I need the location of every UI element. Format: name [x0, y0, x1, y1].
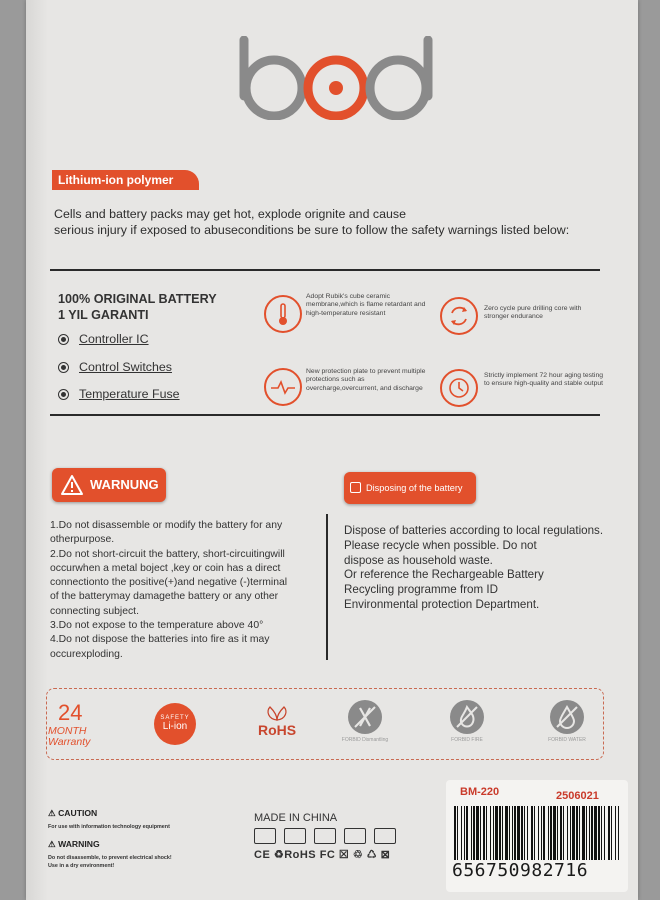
caution-block — [48, 808, 172, 870]
feature-block-text: Strictly implement 72 hour aging testing to ensure high-quality and stable output — [484, 372, 604, 388]
middle-divider — [50, 414, 600, 416]
warranty-word: Warranty — [48, 736, 91, 748]
warning-triangle-icon: ⚠ — [48, 839, 59, 849]
radio-bullet-icon — [58, 334, 69, 345]
lot-number: 2506021 — [556, 790, 599, 802]
rohs-mark: RoHS — [258, 722, 297, 738]
warranty-caption — [48, 726, 90, 748]
no-water-icon — [314, 828, 336, 844]
warranty-unit: MONTH — [48, 725, 87, 737]
warning-triangle-icon: ⚠ — [48, 808, 59, 818]
warning-title — [48, 839, 172, 850]
intro-line-1: Cells and battery packs may get hot, explode orignite and cause — [54, 207, 406, 221]
original-battery-heading — [58, 291, 217, 323]
disposal-line: Or reference the Rechargeable Battery — [344, 568, 544, 582]
cycle-icon — [440, 297, 478, 335]
guarantee-subtitle: 1 YIL GARANTI — [58, 308, 149, 322]
top-divider — [50, 269, 600, 271]
disposal-line: Recycling programme from ID — [344, 583, 498, 597]
feature-block-text: New protection plate to prevent multiple protections such as overcharge,overcurrent, and discharge — [306, 368, 426, 392]
disposal-line: dispose as household waste. — [344, 553, 493, 567]
model-number: BM-220 — [460, 786, 500, 798]
disposal-line: Please recycle when possible. Do not — [344, 538, 537, 552]
certification-marks: CE ♻RoHS FC ☒ ♲ ♺ ⊠ — [254, 849, 391, 861]
warning-line: 1.Do not disassemble or modify the battery for any — [50, 520, 283, 531]
feature-item — [58, 360, 172, 374]
warning-line: connectionto the positive(+)and negative (-)terminal — [50, 577, 288, 589]
warning-line: connecting subject. — [50, 605, 139, 617]
warning-text-1: Do not disassemble, to prevent electrical shock! — [48, 855, 172, 861]
warning-list — [50, 519, 312, 662]
warning-line: 3.Do not expose to the temperature above 40° — [50, 620, 264, 632]
safety-li-ion-badge — [154, 703, 196, 745]
warning-badge — [52, 468, 166, 502]
battery-box-panel — [26, 0, 638, 900]
safety-bottom-text: Li-ion — [162, 721, 188, 732]
caution-title — [48, 808, 172, 819]
battery-symbol-icon — [254, 828, 276, 844]
warning-triangle-icon — [60, 474, 84, 496]
pulse-shield-icon — [264, 368, 302, 406]
feature-block-text: Adopt Rubik's cube ceramic membrane,which is flame retardant and high-temperature resistant — [306, 293, 426, 317]
caution-label: CAUTION — [58, 808, 98, 818]
warning-line: occurwhen a metal boject ,key or coin has a direct — [50, 562, 281, 574]
forbid-dismantling-icon — [348, 700, 382, 734]
caution-text: For use with information technology equipment — [48, 824, 170, 830]
warranty-number: 24 — [58, 700, 83, 725]
bod-logo-icon — [236, 36, 436, 120]
intro-line-2: serious injury if exposed to abuseconditions be sure to follow the safety warnings listed below: — [54, 223, 570, 237]
forbid-water-icon — [550, 700, 584, 734]
radio-bullet-icon — [58, 362, 69, 373]
original-battery-title: 100% ORIGINAL BATTERY — [58, 292, 217, 306]
warning-line: otherpurpose. — [50, 534, 115, 546]
warning-line: 4.Do not dispose the batteries into fire as it may — [50, 634, 270, 646]
forbid-fire-icon — [450, 700, 484, 734]
feature-label: Controller IC — [79, 332, 149, 346]
no-heat-icon — [374, 828, 396, 844]
leaf-icon — [262, 705, 292, 721]
no-disassemble-icon — [284, 828, 306, 844]
recycle-box-icon — [350, 482, 361, 493]
clock-icon — [440, 369, 478, 407]
no-fire-icon — [344, 828, 366, 844]
warning-label: WARNUNG — [90, 477, 159, 492]
bottom-warning-label: WARNING — [58, 839, 100, 849]
disposal-label: Disposing of the battery — [366, 483, 463, 493]
feature-item — [58, 387, 180, 401]
feature-item — [58, 332, 149, 346]
barcode-number: 656750982716 — [452, 860, 589, 881]
icon-caption: FORBID Dismantling — [341, 737, 389, 743]
feature-label: Temperature Fuse — [79, 387, 180, 401]
warning-line: occurexploding. — [50, 648, 123, 660]
feature-label: Control Switches — [79, 360, 172, 374]
box-edge-shading — [26, 0, 48, 900]
safety-top-text: SAFETY — [160, 715, 190, 721]
barcode-icon — [452, 806, 622, 860]
feature-block-text: Zero cycle pure drilling core with stronger endurance — [484, 305, 582, 321]
warning-line: of the batterymay damagethe battery or any other — [50, 591, 279, 603]
disposal-badge — [344, 472, 476, 504]
disposal-text — [344, 524, 624, 613]
icon-caption: FORBID FIRE — [451, 737, 483, 743]
warning-line: 2.Do not short-circuit the battery, short-circuitingwill — [50, 548, 285, 560]
disposal-line: Dispose of batteries according to local regulations. — [344, 524, 604, 537]
intro-warning-text — [54, 206, 624, 238]
lithium-ion-tag: Lithium-ion polymer — [52, 170, 199, 190]
thermometer-icon — [264, 295, 302, 333]
certification-strip — [46, 688, 604, 760]
warning-text-2: Use in a dry environment! — [48, 863, 115, 869]
radio-bullet-icon — [58, 389, 69, 400]
icon-caption: FORBID WATER — [548, 737, 586, 743]
disposal-line: Environmental protection Department. — [344, 597, 540, 611]
made-in-label: MADE IN CHINA — [254, 812, 338, 824]
vertical-divider — [326, 514, 328, 660]
